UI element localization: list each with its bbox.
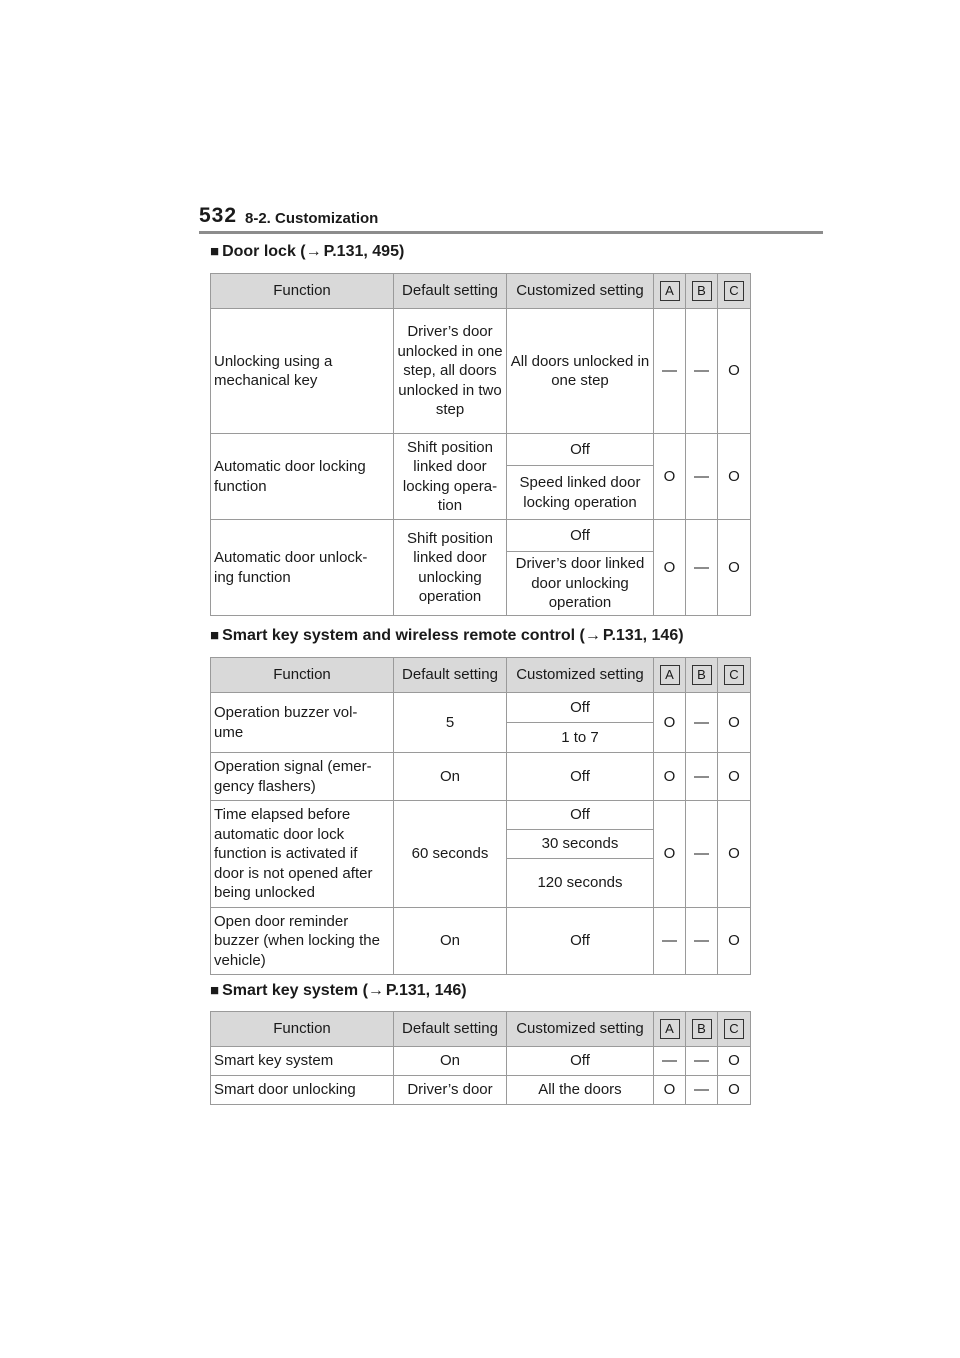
row-custom: Driver’s door linked door unlocking operation bbox=[507, 552, 654, 616]
row-function: Time elapsed before automatic door lock function is activated if door is not opened after being unlocked bbox=[211, 801, 394, 908]
row-b: — bbox=[686, 693, 718, 753]
row-custom: 120 seconds bbox=[507, 859, 654, 908]
table-row bbox=[211, 693, 751, 723]
row-a: O bbox=[654, 434, 686, 520]
row-custom: 30 seconds bbox=[507, 830, 654, 859]
row-c: O bbox=[718, 520, 751, 616]
row-function: Automatic door unlock- ing function bbox=[211, 520, 394, 616]
table-row bbox=[211, 1047, 751, 1076]
row-default: Driver’s door unlocked in one step, all doors unlocked in two step bbox=[394, 309, 507, 434]
header-rule bbox=[199, 231, 823, 234]
col-default-setting: Default setting bbox=[394, 274, 507, 309]
row-custom: All doors unlocked in one step bbox=[507, 309, 654, 434]
row-default: On bbox=[394, 753, 507, 801]
row-custom: Off bbox=[507, 753, 654, 801]
badge-a: A bbox=[660, 281, 680, 301]
row-b: — bbox=[686, 1047, 718, 1076]
square-bullet-icon: ■ bbox=[210, 982, 220, 999]
row-default: On bbox=[394, 908, 507, 975]
table-row bbox=[211, 309, 751, 434]
col-function: Function bbox=[211, 658, 394, 693]
row-function: Smart key system bbox=[211, 1047, 394, 1076]
badge-b: B bbox=[692, 281, 712, 301]
row-custom: Off bbox=[507, 801, 654, 830]
row-default: Driver’s door bbox=[394, 1076, 507, 1105]
col-c bbox=[718, 1012, 751, 1047]
square-bullet-icon: ■ bbox=[210, 627, 220, 644]
badge-b: B bbox=[692, 665, 712, 685]
col-customized-setting: Customized setting bbox=[507, 1012, 654, 1047]
row-a: O bbox=[654, 801, 686, 908]
smart-key-remote-table bbox=[210, 657, 751, 975]
row-c: O bbox=[718, 908, 751, 975]
row-custom: Off bbox=[507, 693, 654, 723]
col-c bbox=[718, 658, 751, 693]
col-a bbox=[654, 274, 686, 309]
table-header-row bbox=[211, 1012, 751, 1047]
arrow-right-icon: → bbox=[584, 627, 601, 644]
badge-b: B bbox=[692, 1019, 712, 1039]
row-b: — bbox=[686, 908, 718, 975]
col-c bbox=[718, 274, 751, 309]
col-default-setting: Default setting bbox=[394, 1012, 507, 1047]
col-customized-setting: Customized setting bbox=[507, 658, 654, 693]
row-c: O bbox=[718, 693, 751, 753]
badge-c: C bbox=[724, 665, 744, 685]
col-a bbox=[654, 658, 686, 693]
table-row bbox=[211, 520, 751, 552]
row-default: Shift position linked door unlocking operation bbox=[394, 520, 507, 616]
arrow-right-icon: → bbox=[367, 982, 384, 999]
badge-c: C bbox=[724, 1019, 744, 1039]
row-a: O bbox=[654, 753, 686, 801]
table-header-row bbox=[211, 658, 751, 693]
row-b: — bbox=[686, 801, 718, 908]
row-c: O bbox=[718, 434, 751, 520]
page-header bbox=[199, 204, 823, 236]
row-function: Operation buzzer vol- ume bbox=[211, 693, 394, 753]
row-default: On bbox=[394, 1047, 507, 1076]
badge-a: A bbox=[660, 1019, 680, 1039]
table-row bbox=[211, 908, 751, 975]
col-b bbox=[686, 1012, 718, 1047]
col-function: Function bbox=[211, 274, 394, 309]
row-a: — bbox=[654, 908, 686, 975]
row-function: Unlocking using a mechanical key bbox=[211, 309, 394, 434]
smart-key-table bbox=[210, 1011, 751, 1105]
page-number: 532 bbox=[199, 204, 238, 227]
badge-a: A bbox=[660, 665, 680, 685]
section-title-smart-key: ■ Smart key system (→ P.131, 146) bbox=[210, 982, 467, 999]
row-c: O bbox=[718, 1076, 751, 1105]
row-custom: All the doors bbox=[507, 1076, 654, 1105]
row-a: — bbox=[654, 1047, 686, 1076]
row-custom: 1 to 7 bbox=[507, 723, 654, 753]
chapter-title: 8-2. Customization bbox=[245, 210, 379, 227]
row-c: O bbox=[718, 801, 751, 908]
square-bullet-icon: ■ bbox=[210, 243, 220, 260]
row-a: O bbox=[654, 520, 686, 616]
row-c: O bbox=[718, 753, 751, 801]
col-default-setting: Default setting bbox=[394, 658, 507, 693]
col-function: Function bbox=[211, 1012, 394, 1047]
badge-c: C bbox=[724, 281, 744, 301]
row-custom: Off bbox=[507, 520, 654, 552]
row-default: 5 bbox=[394, 693, 507, 753]
row-function: Operation signal (emer- gency flashers) bbox=[211, 753, 394, 801]
section-title-door-lock: ■ Door lock (→ P.131, 495) bbox=[210, 243, 405, 260]
row-b: — bbox=[686, 1076, 718, 1105]
row-default: 60 seconds bbox=[394, 801, 507, 908]
row-a: — bbox=[654, 309, 686, 434]
row-function: Smart door unlocking bbox=[211, 1076, 394, 1105]
row-custom: Speed linked door locking operation bbox=[507, 466, 654, 520]
table-row bbox=[211, 1076, 751, 1105]
row-b: — bbox=[686, 753, 718, 801]
row-b: — bbox=[686, 434, 718, 520]
col-b bbox=[686, 274, 718, 309]
row-c: O bbox=[718, 1047, 751, 1076]
row-b: — bbox=[686, 309, 718, 434]
door-lock-table bbox=[210, 273, 751, 616]
row-custom: Off bbox=[507, 434, 654, 466]
table-row bbox=[211, 434, 751, 466]
section-title-smart-key-remote: ■ Smart key system and wireless remote control (→ P.131, 146) bbox=[210, 627, 684, 644]
row-custom: Off bbox=[507, 908, 654, 975]
table-row bbox=[211, 801, 751, 830]
col-a bbox=[654, 1012, 686, 1047]
col-customized-setting: Customized setting bbox=[507, 274, 654, 309]
row-a: O bbox=[654, 693, 686, 753]
row-a: O bbox=[654, 1076, 686, 1105]
arrow-right-icon: → bbox=[305, 243, 322, 260]
row-b: — bbox=[686, 520, 718, 616]
row-c: O bbox=[718, 309, 751, 434]
row-default: Shift position linked door locking opera- tion bbox=[394, 434, 507, 520]
col-b bbox=[686, 658, 718, 693]
row-function: Automatic door locking function bbox=[211, 434, 394, 520]
table-row bbox=[211, 753, 751, 801]
table-header-row bbox=[211, 274, 751, 309]
row-function: Open door reminder buzzer (when locking the vehicle) bbox=[211, 908, 394, 975]
row-custom: Off bbox=[507, 1047, 654, 1076]
